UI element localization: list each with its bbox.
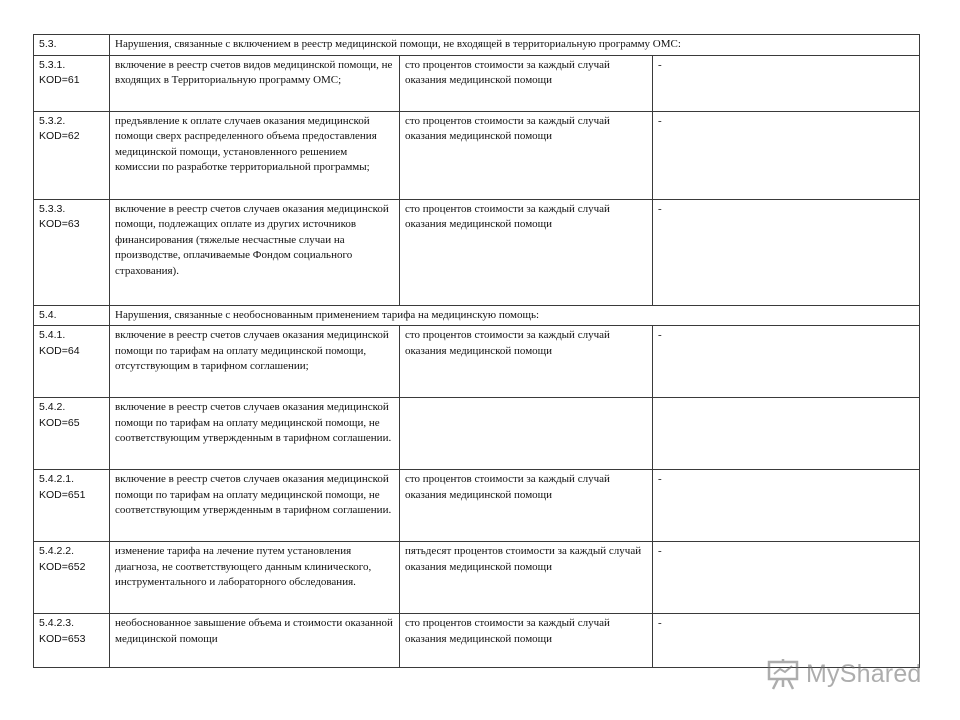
section-row — [34, 305, 920, 326]
item-fine: - — [653, 55, 920, 111]
item-kod: KOD=653 — [39, 632, 86, 645]
item-penalty: сто процентов стоимости за каждый случай оказания медицинской помощи — [400, 614, 653, 668]
item-penalty — [400, 398, 653, 470]
section-title: Нарушения, связанные с необоснованным применением тарифа на медицинскую помощь: — [110, 305, 920, 326]
item-number: 5.3.3. — [39, 202, 66, 215]
section-number: 5.4. — [34, 305, 110, 326]
item-kod: KOD=61 — [39, 74, 80, 86]
item-penalty: сто процентов стоимости за каждый случай оказания медицинской помощи — [400, 470, 653, 542]
table-row — [34, 55, 920, 111]
item-kod: KOD=62 — [39, 130, 80, 142]
item-number: 5.4.2.1. — [39, 473, 75, 485]
item-number: 5.4.2. — [39, 401, 66, 413]
item-number: 5.3.2. — [39, 114, 66, 127]
item-code-cell — [34, 326, 110, 398]
item-kod: KOD=652 — [39, 560, 86, 573]
item-penalty: сто процентов стоимости за каждый случай оказания медицинской помощи — [400, 55, 653, 111]
table-row — [34, 470, 920, 542]
item-fine: - — [653, 326, 920, 398]
item-fine: - — [653, 614, 920, 668]
section-title: Нарушения, связанные с включением в реестр медицинской помощи, не входящей в территориальную программу ОМС: — [110, 35, 920, 56]
item-kod: KOD=65 — [39, 416, 80, 429]
item-fine: - — [653, 542, 920, 614]
item-description: необоснованное завышение объема и стоимости оказанной медицинской помощи — [110, 614, 400, 668]
item-number: 5.4.2.2. — [39, 545, 75, 557]
item-description: включение в реестр счетов случаев оказания медицинской помощи по тарифам на оплату медицинской помощи, отсутствующим в тарифном соглашении; — [110, 326, 400, 398]
item-code-cell — [34, 398, 110, 470]
item-fine: - — [653, 470, 920, 542]
item-number: 5.4.1. — [39, 329, 66, 341]
item-penalty: сто процентов стоимости за каждый случай оказания медицинской помощи — [400, 199, 653, 305]
item-kod: KOD=64 — [39, 344, 80, 357]
item-description: включение в реестр счетов видов медицинской помощи, не входящих в Территориальную программу ОМС; — [110, 55, 400, 111]
table-row — [34, 398, 920, 470]
item-description: включение в реестр счетов случаев оказания медицинской помощи, подлежащих оплате из других источников финансирования (тяжелые несчастные случаи на производстве, оплачиваемые Фондом социального страхования). — [110, 199, 400, 305]
section-row — [34, 35, 920, 56]
item-description: включение в реестр счетов случаев оказания медицинской помощи по тарифам на оплату медицинской помощи, не соответствующим утвержденным в тарифном соглашении. — [110, 398, 400, 470]
item-number: 5.4.2.3. — [39, 617, 75, 629]
item-number: 5.3.1. — [39, 58, 66, 71]
item-kod: KOD=63 — [39, 218, 80, 230]
item-code-cell — [34, 614, 110, 668]
penalty-table — [33, 34, 920, 668]
item-kod: KOD=651 — [39, 488, 86, 501]
item-fine: - — [653, 111, 920, 199]
table-row — [34, 326, 920, 398]
item-code-cell — [34, 111, 110, 199]
item-code-cell — [34, 55, 110, 111]
item-fine: - — [653, 199, 920, 305]
presentation-board-icon — [766, 657, 800, 691]
table-row — [34, 542, 920, 614]
item-penalty: сто процентов стоимости за каждый случай оказания медицинской помощи — [400, 326, 653, 398]
item-description: включение в реестр счетов случаев оказания медицинской помощи по тарифам на оплату медицинской помощи, не соответствующим утвержденным в тарифном соглашении. — [110, 470, 400, 542]
item-description: предъявление к оплате случаев оказания медицинской помощи сверх распределенного объема предоставления медицинской помощи, установленного решением комиссии по разработке территориальной программы; — [110, 111, 400, 199]
myshared-watermark — [766, 656, 922, 692]
table-row — [34, 111, 920, 199]
item-fine — [653, 398, 920, 470]
item-description: изменение тарифа на лечение путем установления диагноза, не соответствующего данным клинического, инструментального и лабораторного обследования. — [110, 542, 400, 614]
table-row — [34, 199, 920, 305]
item-code-cell — [34, 542, 110, 614]
item-code-cell — [34, 470, 110, 542]
section-number: 5.3. — [34, 35, 110, 56]
item-code-cell — [34, 199, 110, 305]
item-penalty: пятьдесят процентов стоимости за каждый случай оказания медицинской помощи — [400, 542, 653, 614]
item-penalty: сто процентов стоимости за каждый случай оказания медицинской помощи — [400, 111, 653, 199]
watermark-text: MyShared — [806, 659, 922, 688]
